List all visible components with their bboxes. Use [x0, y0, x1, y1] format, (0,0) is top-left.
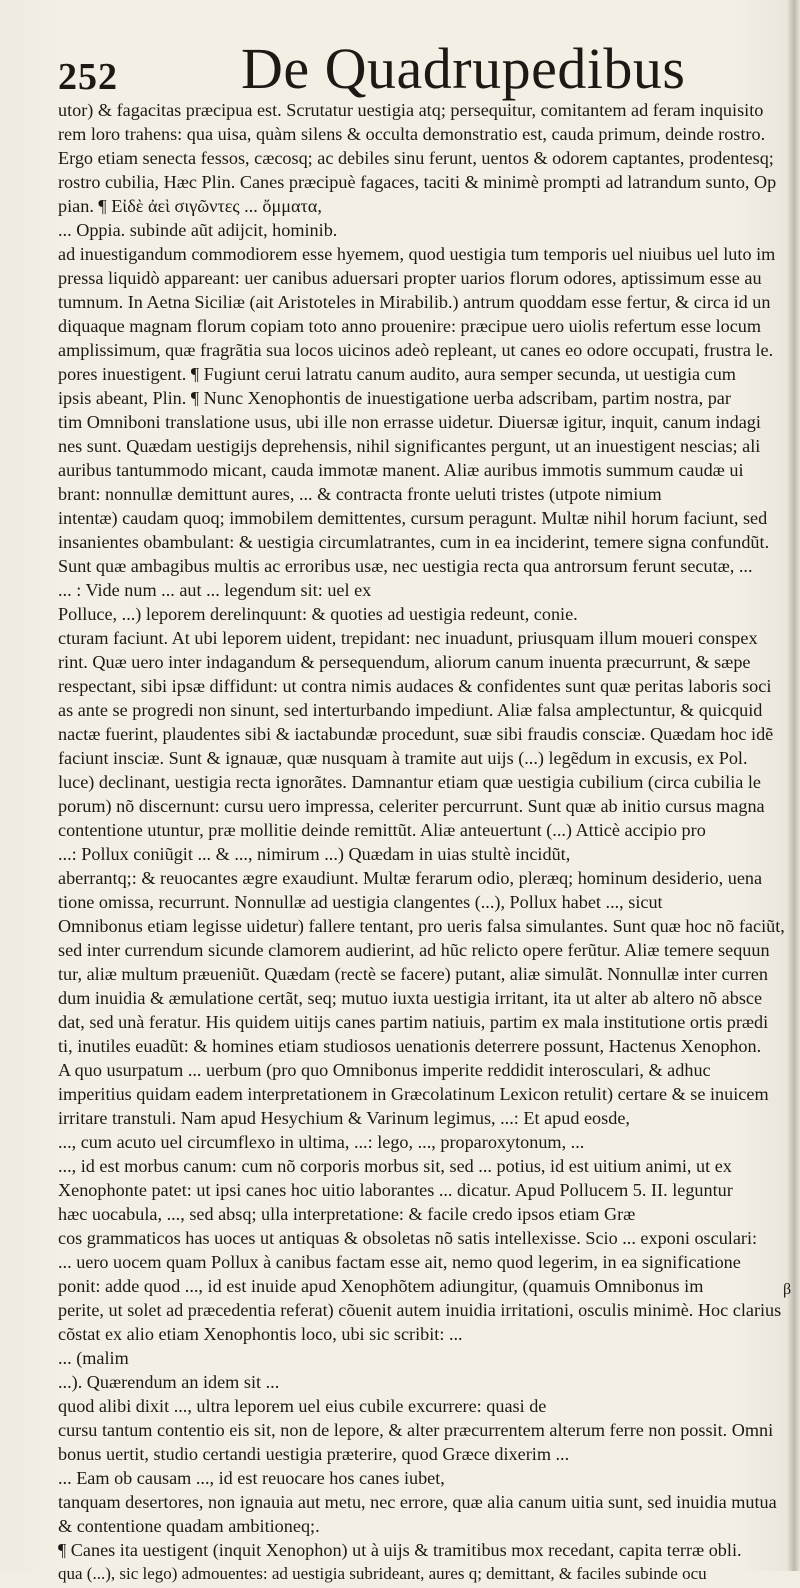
text-line: rint. Quæ uero inter indagandum & persequendum, aliorum canum inuenta præcurrunt, & sæpe: [58, 652, 751, 672]
text-line: bonus uertit, studio certandi uestigia præterire, quod Græce dixerim ...: [58, 1444, 570, 1464]
text-line: ...). Quærendum an idem sit ...: [58, 1372, 280, 1392]
marginal-mark: β: [783, 1281, 792, 1298]
text-line: tim Omniboni translatione usus, ubi ille non errasse uidetur. Diuersæ igitur, inquit, canum indagi: [58, 412, 761, 432]
text-line: nactæ fuerint, plaudentes sibi & iactabundæ procedunt, suæ sibi fraudis consciæ. Quædam hoc idẽ: [58, 724, 774, 744]
text-line: cõstat ex alio etiam Xenophontis loco, ubi sic scribit: ...: [58, 1324, 463, 1344]
text-line: porum) nõ discernunt: cursu uero impressa, celeriter percurrunt. Sunt quæ ab initio cursus magna: [58, 796, 765, 816]
text-line: cursu tantum contentio eis sit, non de lepore, & alter præcurrentem alterum ferre non possit. Omni: [58, 1420, 774, 1440]
text-line: imperitius quidam eadem interpretationem in Græcolatinum Lexicon retulit) certare & se inuicem: [58, 1084, 769, 1104]
text-line: Omnibonus etiam legisse uidetur) fallere tentant, pro ueris falsa simulantes. Sunt quæ hoc nõ faciũt,: [58, 916, 785, 936]
text-line: irritare transtuli. Nam apud Hesychium & Varinum legimus, ...: Et apud eosde,: [58, 1108, 630, 1128]
text-line: dum inuidia & æmulatione certãt, seq; mutuo iuxta uestigia irritant, ita ut alter ab altero nõ absce: [58, 988, 763, 1008]
text-line: ..., id est morbus canum: cum nõ corporis morbus sit, sed ... potius, id est uitium animi, ut ex: [58, 1156, 732, 1176]
text-line: pian. ¶ Εἰδὲ ἀεὶ σιγῶντες ... ὄμματα,: [58, 196, 322, 216]
page-number: 252: [58, 56, 118, 98]
text-line: nes sunt. Quædam uestigijs deprehensis, nihil significantes pergunt, ut an inuestigent nescias; ali: [58, 436, 761, 456]
text-line: perite, ut solet ad præcedentia referat) cõuenit autem inuidia irritationi, osculis minimè. Hoc clarius: [58, 1300, 782, 1320]
text-line: intentæ) caudam quoq; immobilem demittentes, cursum peragunt. Multæ nihil horum faciunt, sed: [58, 508, 768, 528]
text-line: hæc uocabula, ..., sed absq; ulla interpretatione: & facile credo ipsos etiam Græ: [58, 1204, 636, 1224]
text-line: utor) & fagacitas præcipua est. Scrutatur uestigia atq; persequitur, comitantem ad feram inquisito: [58, 100, 764, 120]
text-line: luce) declinant, uestigia recta ignorãtes. Damnantur etiam quæ uestigia cubilium (circa cubilia le: [58, 772, 761, 792]
text-line: tione omissa, recurrunt. Nonnullæ ad uestigia clangentes (...), Pollux habet ..., sicut: [58, 892, 663, 912]
text-line: pores inuestigent. ¶ Fugiunt cerui latratu canum audito, aura semper secunda, ut uestigia cum: [58, 364, 736, 384]
text-line: tur, aliæ multum præueniũt. Quædam (rectè se facere) putant, aliæ simulãt. Nonnullæ inter curren: [58, 964, 768, 984]
text-line: ipsis abeant, Plin. ¶ Nunc Xenophontis de inuestigatione uerba adscribam, partim nostra, par: [58, 388, 731, 408]
text-line: qua (...), sic lego) admouentes: ad uestigia subrideant, aures q; demittant, & faciles subinde ocu: [58, 1564, 707, 1583]
text-line: ad inuestigandum commodiorem esse hyemem, quod uestigia tum temporis uel niuibus uel luto im: [58, 244, 776, 264]
text-line: contentione utuntur, præ mollitie deinde remittũt. Aliæ anteuertunt (...) Atticè accipio pro: [58, 820, 706, 840]
text-line: ...: Pollux coniũgit ... & ..., nimirum ...) Quædam in uias stultè incidũt,: [58, 844, 571, 864]
text-line: pressa liquidò appareant: uer canibus aduersari propter uarios florum odores, aptissimum esse au: [58, 268, 762, 288]
text-line: A quo usurpatum ... uerbum (pro quo Omnibonus imperite reddidit interosculari, & adhuc: [58, 1060, 711, 1080]
text-line: Sunt quæ ambagibus multis ac erroribus usæ, nec uestigia recta qua antrorsum ferunt secutæ, ...: [58, 556, 753, 576]
text-line: as ante se progredi non sinunt, sed interturbando impediunt. Aliæ falsa amplectuntur, & quicquid: [58, 700, 763, 720]
text-block: [58, 96, 788, 1583]
text-line: insanientes obambulant: & uestigia circumlatrantes, cum in ea inciderint, temere signa confundũt.: [58, 532, 770, 552]
text-line: Polluce, ...) leporem derelinquunt: & quoties ad uestigia redeunt, conie.: [58, 604, 578, 624]
text-line: Ergo etiam senecta fessos, cæcosq; ac debiles sinu ferunt, uentos & odorem captantes, prodentesq;: [58, 148, 774, 168]
text-line: ... (malim: [58, 1348, 129, 1368]
text-line: cturam faciunt. At ubi leporem uident, trepidant: nec inuadunt, priusquam illum moueri conspex: [58, 628, 758, 648]
text-line: sed inter currendum sicunde clamorem audierint, ad hũc relicto opere ferũtur. Aliæ temere sequun: [58, 940, 770, 960]
text-line: ... uero uocem quam Pollux à canibus factam esse ait, nemo quod legerim, in ea significatione: [58, 1252, 741, 1272]
text-line: rostro cubilia, Hæc Plin. Canes præcipuè fagaces, taciti & minimè prompti ad latrandum sunto, Op: [58, 172, 777, 192]
text-line: auribus tantummodo micant, cauda immotæ manent. Aliæ auribus immotis summum caudæ ui: [58, 460, 744, 480]
text-line: ti, inutiles euadũt: & homines etiam studiosos uenationis deterrere possunt, Hactenus Xenophon.: [58, 1036, 762, 1056]
text-line: tanquam desertores, non ignauia aut metu, nec errore, quæ alia canum uitia sunt, sed inuidia mutua: [58, 1492, 777, 1512]
text-line: ¶ Canes ita uestigent (inquit Xenophon) ut à uijs & tramitibus mox recedant, capita terræ obli.: [58, 1540, 742, 1560]
text-line: faciunt insciæ. Sunt & ignauæ, quæ nusquam à tramite aut uijs (...) legẽdum in excusis, ex Pol.: [58, 748, 748, 768]
text-line: cos grammaticos has uoces ut antiquas & obsoletas nõ satis intellexisse. Scio ... exponi osculari:: [58, 1228, 758, 1248]
text-line: ... Oppia. subinde aũt adijcit, hominib.: [58, 220, 338, 240]
text-line: & contentione quadam ambitioneq;.: [58, 1516, 320, 1536]
text-line: aberrantq;: & reuocantes ægre exaudiunt. Multæ ferarum odio, pleræq; hominum desiderio, uena: [58, 868, 763, 888]
text-line: tumnum. In Aetna Siciliæ (ait Aristoteles in Mirabilib.) antrum quoddam esse fertur, & circa id un: [58, 292, 771, 312]
text-line: amplissimum, quæ fragrãtia sua locos uicinos adeò repleant, ut canes eo odore occupati, frustra le.: [58, 340, 774, 360]
text-line: ponit: adde quod ..., id est inuide apud Xenophõtem adiungitur, (quamuis Omnibonus im: [58, 1276, 704, 1296]
text-line: rem loro trahens: qua uisa, quàm silens & occulta demonstratio est, cauda primum, deinde rostro.: [58, 124, 766, 144]
running-title: De Quadrupedibus: [241, 36, 686, 101]
text-line: brant: nonnullæ demittunt aures, ... & contracta fronte ueluti tristes (utpote nimium: [58, 484, 662, 504]
text-line: Xenophonte patet: ut ipsi canes hoc uitio laborantes ... dicatur. Apud Pollucem 5. II. leguntur: [58, 1180, 733, 1200]
text-line: diquaque magnam florum copiam toto anno prouenire: præcipue uero uiolis refertum esse locum: [58, 316, 762, 336]
text-line: ... : Vide num ... aut ... legendum sit: uel ex: [58, 580, 372, 600]
text-line: dat, sed unà feratur. His quidem uitijs canes partim natiuis, partim ex mala institutione ortis prædi: [58, 1012, 769, 1032]
text-line: ... Eam ob causam ..., id est reuocare hos canes iubet,: [58, 1468, 445, 1488]
text-line: quod alibi dixit ..., ultra leporem uel eius cubile excurrere: quasi de: [58, 1396, 547, 1416]
text-line: ..., cum acuto uel circumflexo in ultima, ...: lego, ..., proparoxytonum, ...: [58, 1132, 585, 1152]
page-edge: [786, 0, 800, 1571]
text-line: respectant, sibi ipsæ diffidunt: ut contra nimis audaces & confidentes sunt quæ peritas laboris soci: [58, 676, 772, 696]
